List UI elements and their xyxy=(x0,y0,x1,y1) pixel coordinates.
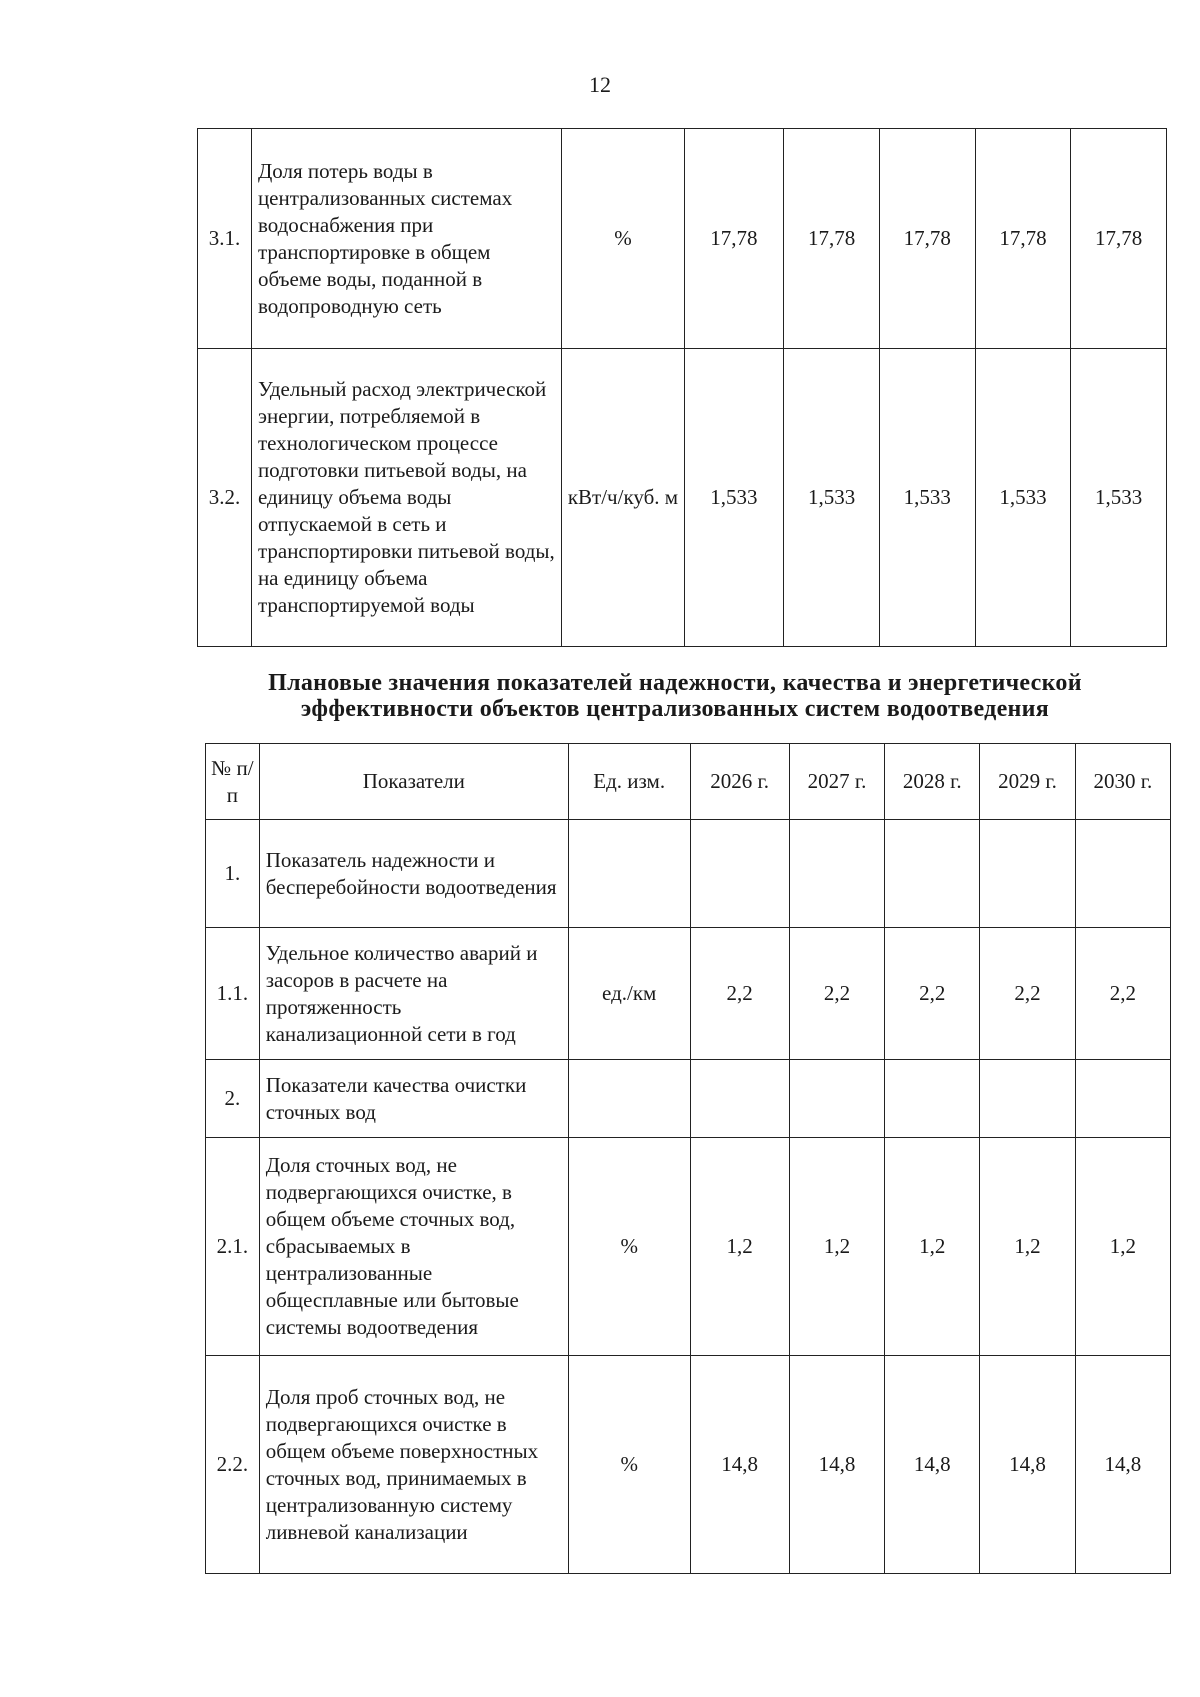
value-cell xyxy=(980,820,1075,928)
unit-cell xyxy=(568,820,690,928)
row-number: 1.1. xyxy=(206,928,260,1060)
value-cell: 2,2 xyxy=(1075,928,1170,1060)
unit-cell: % xyxy=(568,1356,690,1574)
row-number: 3.1. xyxy=(198,129,252,349)
value-cell: 1,2 xyxy=(1075,1138,1170,1356)
indicator-table-bottom xyxy=(205,743,1171,1574)
value-cell: 17,78 xyxy=(975,129,1071,349)
table-row xyxy=(206,820,1171,928)
indicator-text: Доля потерь воды в централизованных системах водоснабжения при транспортировке в общем объеме воды, поданной в водопроводную сеть xyxy=(251,129,561,349)
section-title-line-2: эффективности объектов централизованных систем водоотведения xyxy=(300,696,1050,722)
header-year: 2027 г. xyxy=(789,744,884,820)
indicator-text: Удельное количество аварий и засоров в расчете на протяженность канализационной сети в год xyxy=(259,928,568,1060)
value-cell: 17,78 xyxy=(879,129,975,349)
value-cell xyxy=(789,1060,884,1138)
value-cell: 14,8 xyxy=(980,1356,1075,1574)
value-cell: 2,2 xyxy=(980,928,1075,1060)
value-cell: 14,8 xyxy=(885,1356,980,1574)
value-cell: 2,2 xyxy=(789,928,884,1060)
value-cell: 2,2 xyxy=(885,928,980,1060)
value-cell xyxy=(690,1060,789,1138)
row-number: 3.2. xyxy=(198,349,252,647)
indicator-text: Показатель надежности и бесперебойности водоотведения xyxy=(259,820,568,928)
table-row xyxy=(206,1138,1171,1356)
unit-cell: ед./км xyxy=(568,928,690,1060)
row-number: 2.2. xyxy=(206,1356,260,1574)
unit-cell: кВт/ч/куб. м xyxy=(562,349,684,647)
value-cell: 1,533 xyxy=(684,349,784,647)
indicator-text: Показатели качества очистки сточных вод xyxy=(259,1060,568,1138)
indicator-table-top xyxy=(197,128,1167,647)
header-unit: Ед. изм. xyxy=(568,744,690,820)
header-num: № п/п xyxy=(206,744,260,820)
value-cell xyxy=(885,820,980,928)
row-number: 2.1. xyxy=(206,1138,260,1356)
value-cell: 1,533 xyxy=(975,349,1071,647)
value-cell xyxy=(789,820,884,928)
value-cell xyxy=(690,820,789,928)
value-cell: 17,78 xyxy=(1071,129,1167,349)
value-cell: 17,78 xyxy=(784,129,880,349)
table-row xyxy=(206,928,1171,1060)
unit-cell xyxy=(568,1060,690,1138)
value-cell xyxy=(885,1060,980,1138)
table-row xyxy=(198,129,1167,349)
value-cell xyxy=(980,1060,1075,1138)
value-cell: 14,8 xyxy=(690,1356,789,1574)
value-cell: 1,2 xyxy=(980,1138,1075,1356)
value-cell: 17,78 xyxy=(684,129,784,349)
value-cell xyxy=(1075,1060,1170,1138)
value-cell: 1,2 xyxy=(885,1138,980,1356)
table-row xyxy=(206,1060,1171,1138)
indicator-text: Доля сточных вод, не подвергающихся очистке, в общем объеме сточных вод, сбрасываемых в централизованные общесплавные или бытовые системы водоотведения xyxy=(259,1138,568,1356)
header-year: 2028 г. xyxy=(885,744,980,820)
section-title xyxy=(170,670,1180,722)
value-cell: 14,8 xyxy=(1075,1356,1170,1574)
table-row xyxy=(198,349,1167,647)
header-year: 2029 г. xyxy=(980,744,1075,820)
value-cell: 2,2 xyxy=(690,928,789,1060)
unit-cell: % xyxy=(562,129,684,349)
table-header-row xyxy=(206,744,1171,820)
row-number: 1. xyxy=(206,820,260,928)
unit-cell: % xyxy=(568,1138,690,1356)
value-cell: 1,533 xyxy=(1071,349,1167,647)
value-cell: 14,8 xyxy=(789,1356,884,1574)
header-year: 2030 г. xyxy=(1075,744,1170,820)
value-cell: 1,533 xyxy=(879,349,975,647)
indicator-text: Удельный расход электрической энергии, потребляемой в технологическом процессе подготовки питьевой воды, на единицу объема воды отпускаемой в сеть и транспортировки питьевой воды, на единицу объема транспортируемой воды xyxy=(251,349,561,647)
value-cell xyxy=(1075,820,1170,928)
table-row xyxy=(206,1356,1171,1574)
value-cell: 1,2 xyxy=(789,1138,884,1356)
header-year: 2026 г. xyxy=(690,744,789,820)
header-indicator: Показатели xyxy=(259,744,568,820)
indicator-text: Доля проб сточных вод, не подвергающихся очистке в общем объеме поверхностных сточных вод, принимаемых в централизованную систему ливневой канализации xyxy=(259,1356,568,1574)
section-title-line-1: Плановые значения показателей надежности, качества и энергетической xyxy=(268,670,1082,696)
row-number: 2. xyxy=(206,1060,260,1138)
page-number: 12 xyxy=(589,72,611,97)
value-cell: 1,533 xyxy=(784,349,880,647)
value-cell: 1,2 xyxy=(690,1138,789,1356)
